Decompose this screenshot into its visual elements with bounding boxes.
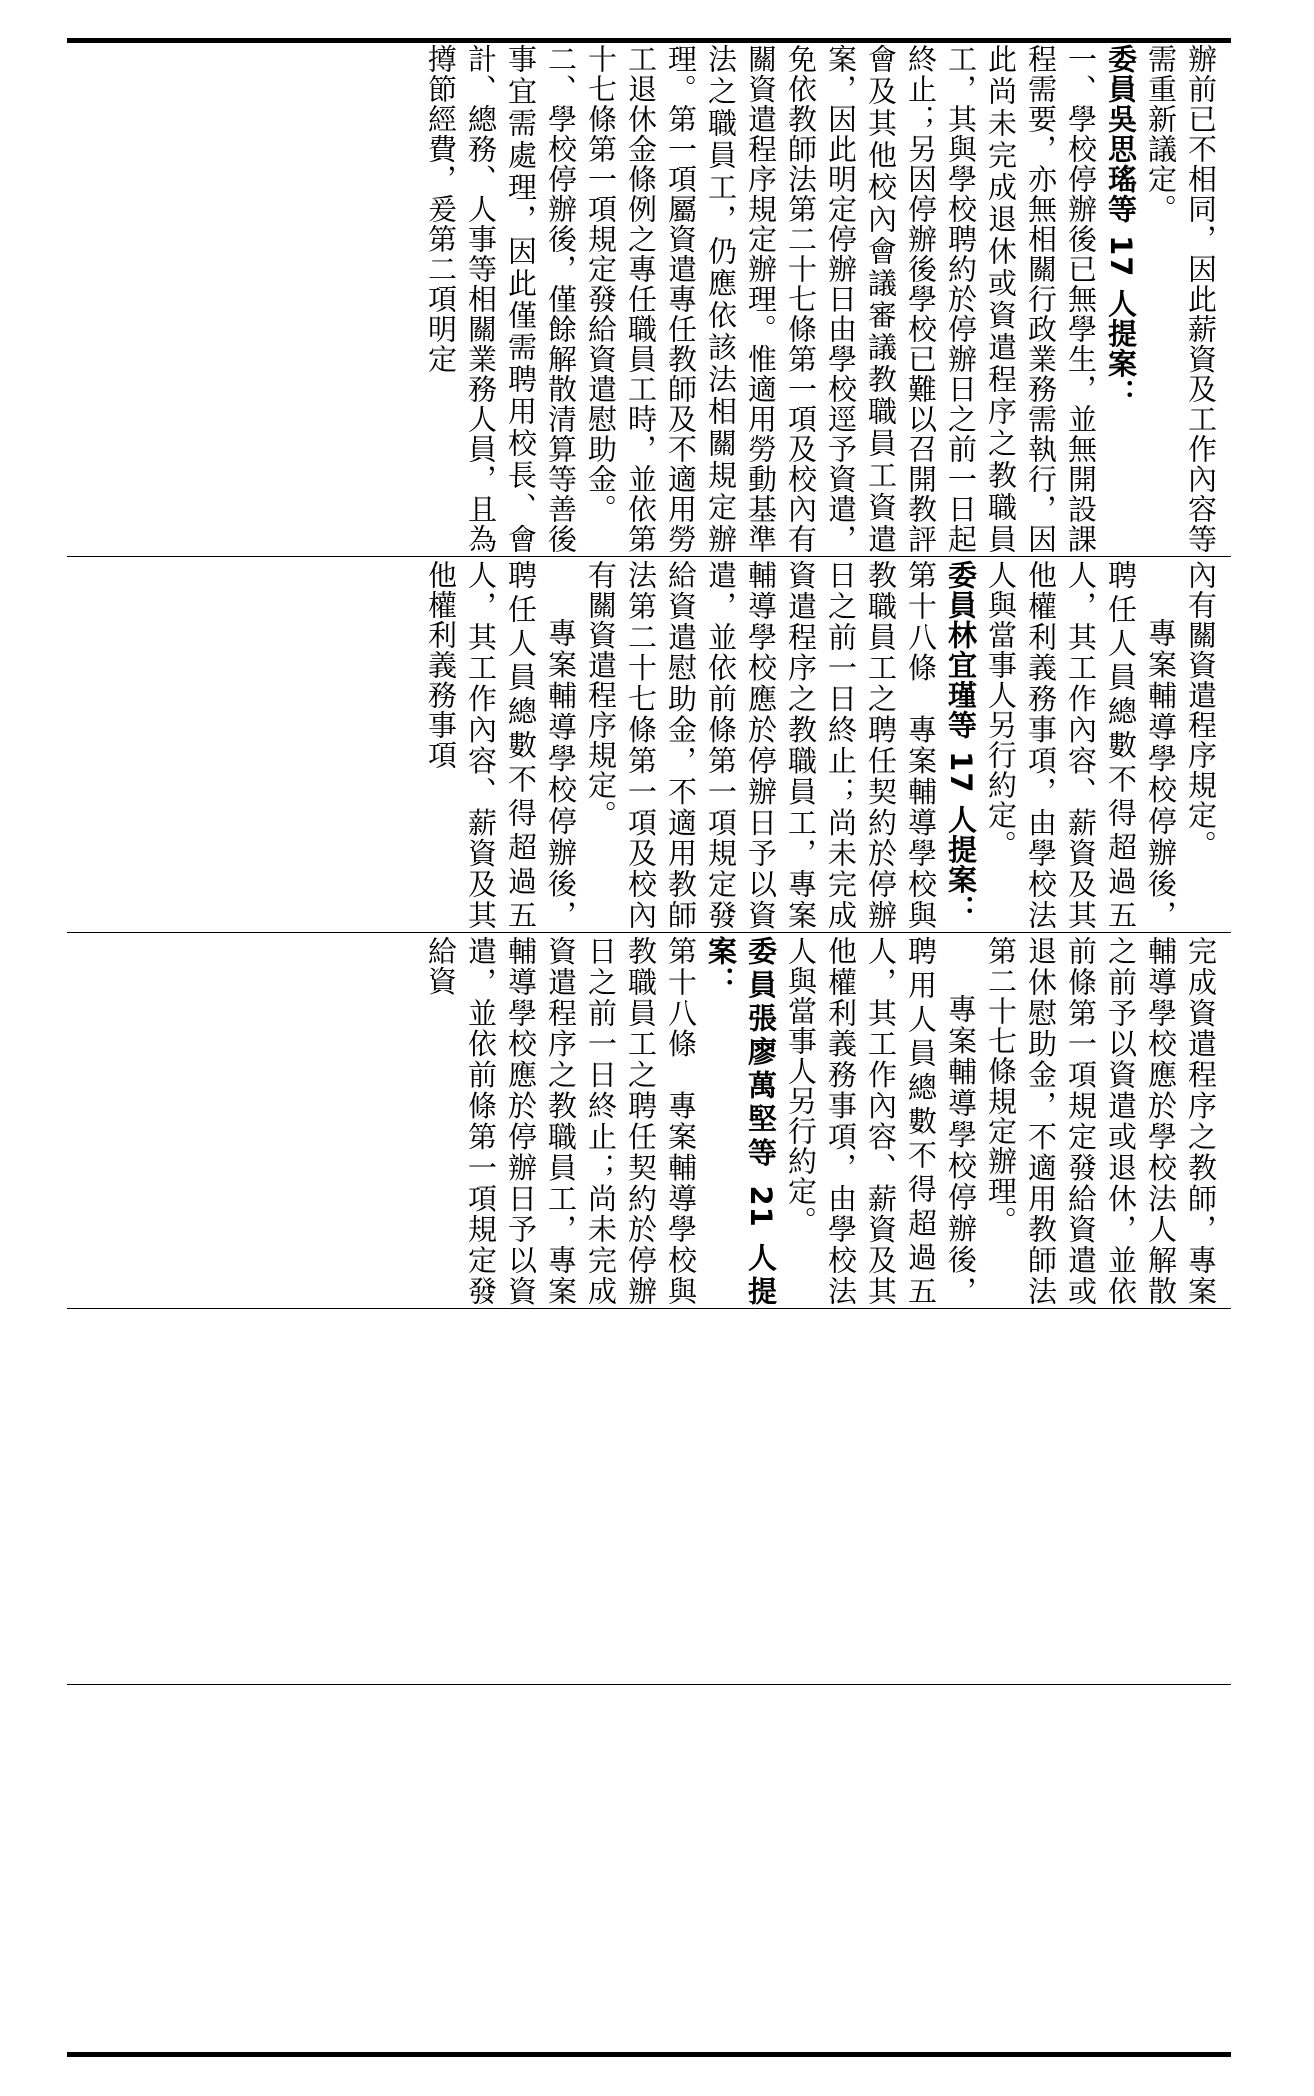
paragraph: 內有關資遣程序規定。 (1184, 560, 1218, 860)
paragraph: 專案輔導學校停辦後，聘用人員總數不得超過五人，其工作內容、薪資及其他權利義務事項，由學校法人與當事人另行約定。 (784, 936, 978, 1306)
divider-1 (67, 556, 1231, 557)
text-column-2 (421, 560, 1231, 930)
paragraph: 一、學校停辦後已無學生，並無開設課程需要，亦無相關行政業務需執行，因此尚未完成退休或資遣程序之教職員工，其與學校聘約於停辦日之前一日起終止；另因停辦後學校已難以召開教評會及其他校內會議審議教職員工資遣案，因此明定停辦日由學校逕予資遣，免依教師法第二十七條第一項及校內有關資遣程序規定辦理。惟適用勞動基準法之職員工，仍應依該法相關規定辦理。第一項屬資遣專任教師及不適用勞工退休金條例之專任職員工時，並依第十七條第一項規定發給資遣慰助金。 (584, 44, 1098, 554)
text-block-1 (67, 44, 1231, 554)
proposal-heading: 委員林宜瑾等 17 人提案： (944, 560, 978, 925)
text-block-3 (67, 936, 1231, 1306)
paragraph: 完成資遣程序之教師，專案輔導學校應於學校法人解散之前予以資遣或退休，並依前條第一項規定發給資遣或退休慰助金，不適用教師法第二十七條規定辦理。 (984, 936, 1218, 1306)
paragraph: 第十八條 專案輔導學校與教職員工之聘任契約於停辦日之前一日終止；尚未完成資遣程序之教職員工，專案輔導學校應於停辦日予以資遣，並依前條第一項規定發給資 (424, 936, 698, 1306)
proposal-heading: 委員吳思瑤等 17 人提案： (1104, 44, 1138, 409)
text-block-2 (67, 560, 1231, 930)
empty-block-5 (67, 1688, 1231, 2058)
text-column-3 (421, 936, 1231, 1306)
divider-4 (67, 1684, 1231, 1685)
bottom-rule (67, 2052, 1231, 2057)
paragraph: 辦前已不相同，因此薪資及工作內容等需重新議定。 (1144, 44, 1218, 554)
paragraph: 專案輔導學校停辦後，聘任人員總數不得超過五人，其工作內容、薪資及其他權利義務事項，由學校法人與當事人另行約定。 (984, 560, 1178, 930)
text-column-1 (421, 44, 1231, 554)
proposal-heading: 委員張廖萬堅等 21 人提案： (704, 936, 778, 1306)
divider-2 (67, 932, 1231, 933)
empty-block-4 (67, 1312, 1231, 1682)
top-rule (67, 38, 1231, 43)
paragraph: 專案輔導學校停辦後，聘任人員總數不得超過五人，其工作內容、薪資及其他權利義務事項 (424, 560, 578, 930)
paragraph: 二、學校停辦後，僅餘解散清算等善後事宜需處理，因此僅需聘用校長、會計、總務、人事等相關業務人員，且為撙節經費，爰第二項明定 (424, 44, 578, 554)
paragraph: 第十八條 專案輔導學校與教職員工之聘任契約於停辦日之前一日終止；尚未完成資遣程序之教職員工，專案輔導學校應於停辦日予以資遣，並依前條第一項規定發給資遣慰助金，不適用教師法第二十七條第一項及校內有關資遣程序規定。 (584, 560, 938, 930)
divider-3 (67, 1308, 1231, 1309)
